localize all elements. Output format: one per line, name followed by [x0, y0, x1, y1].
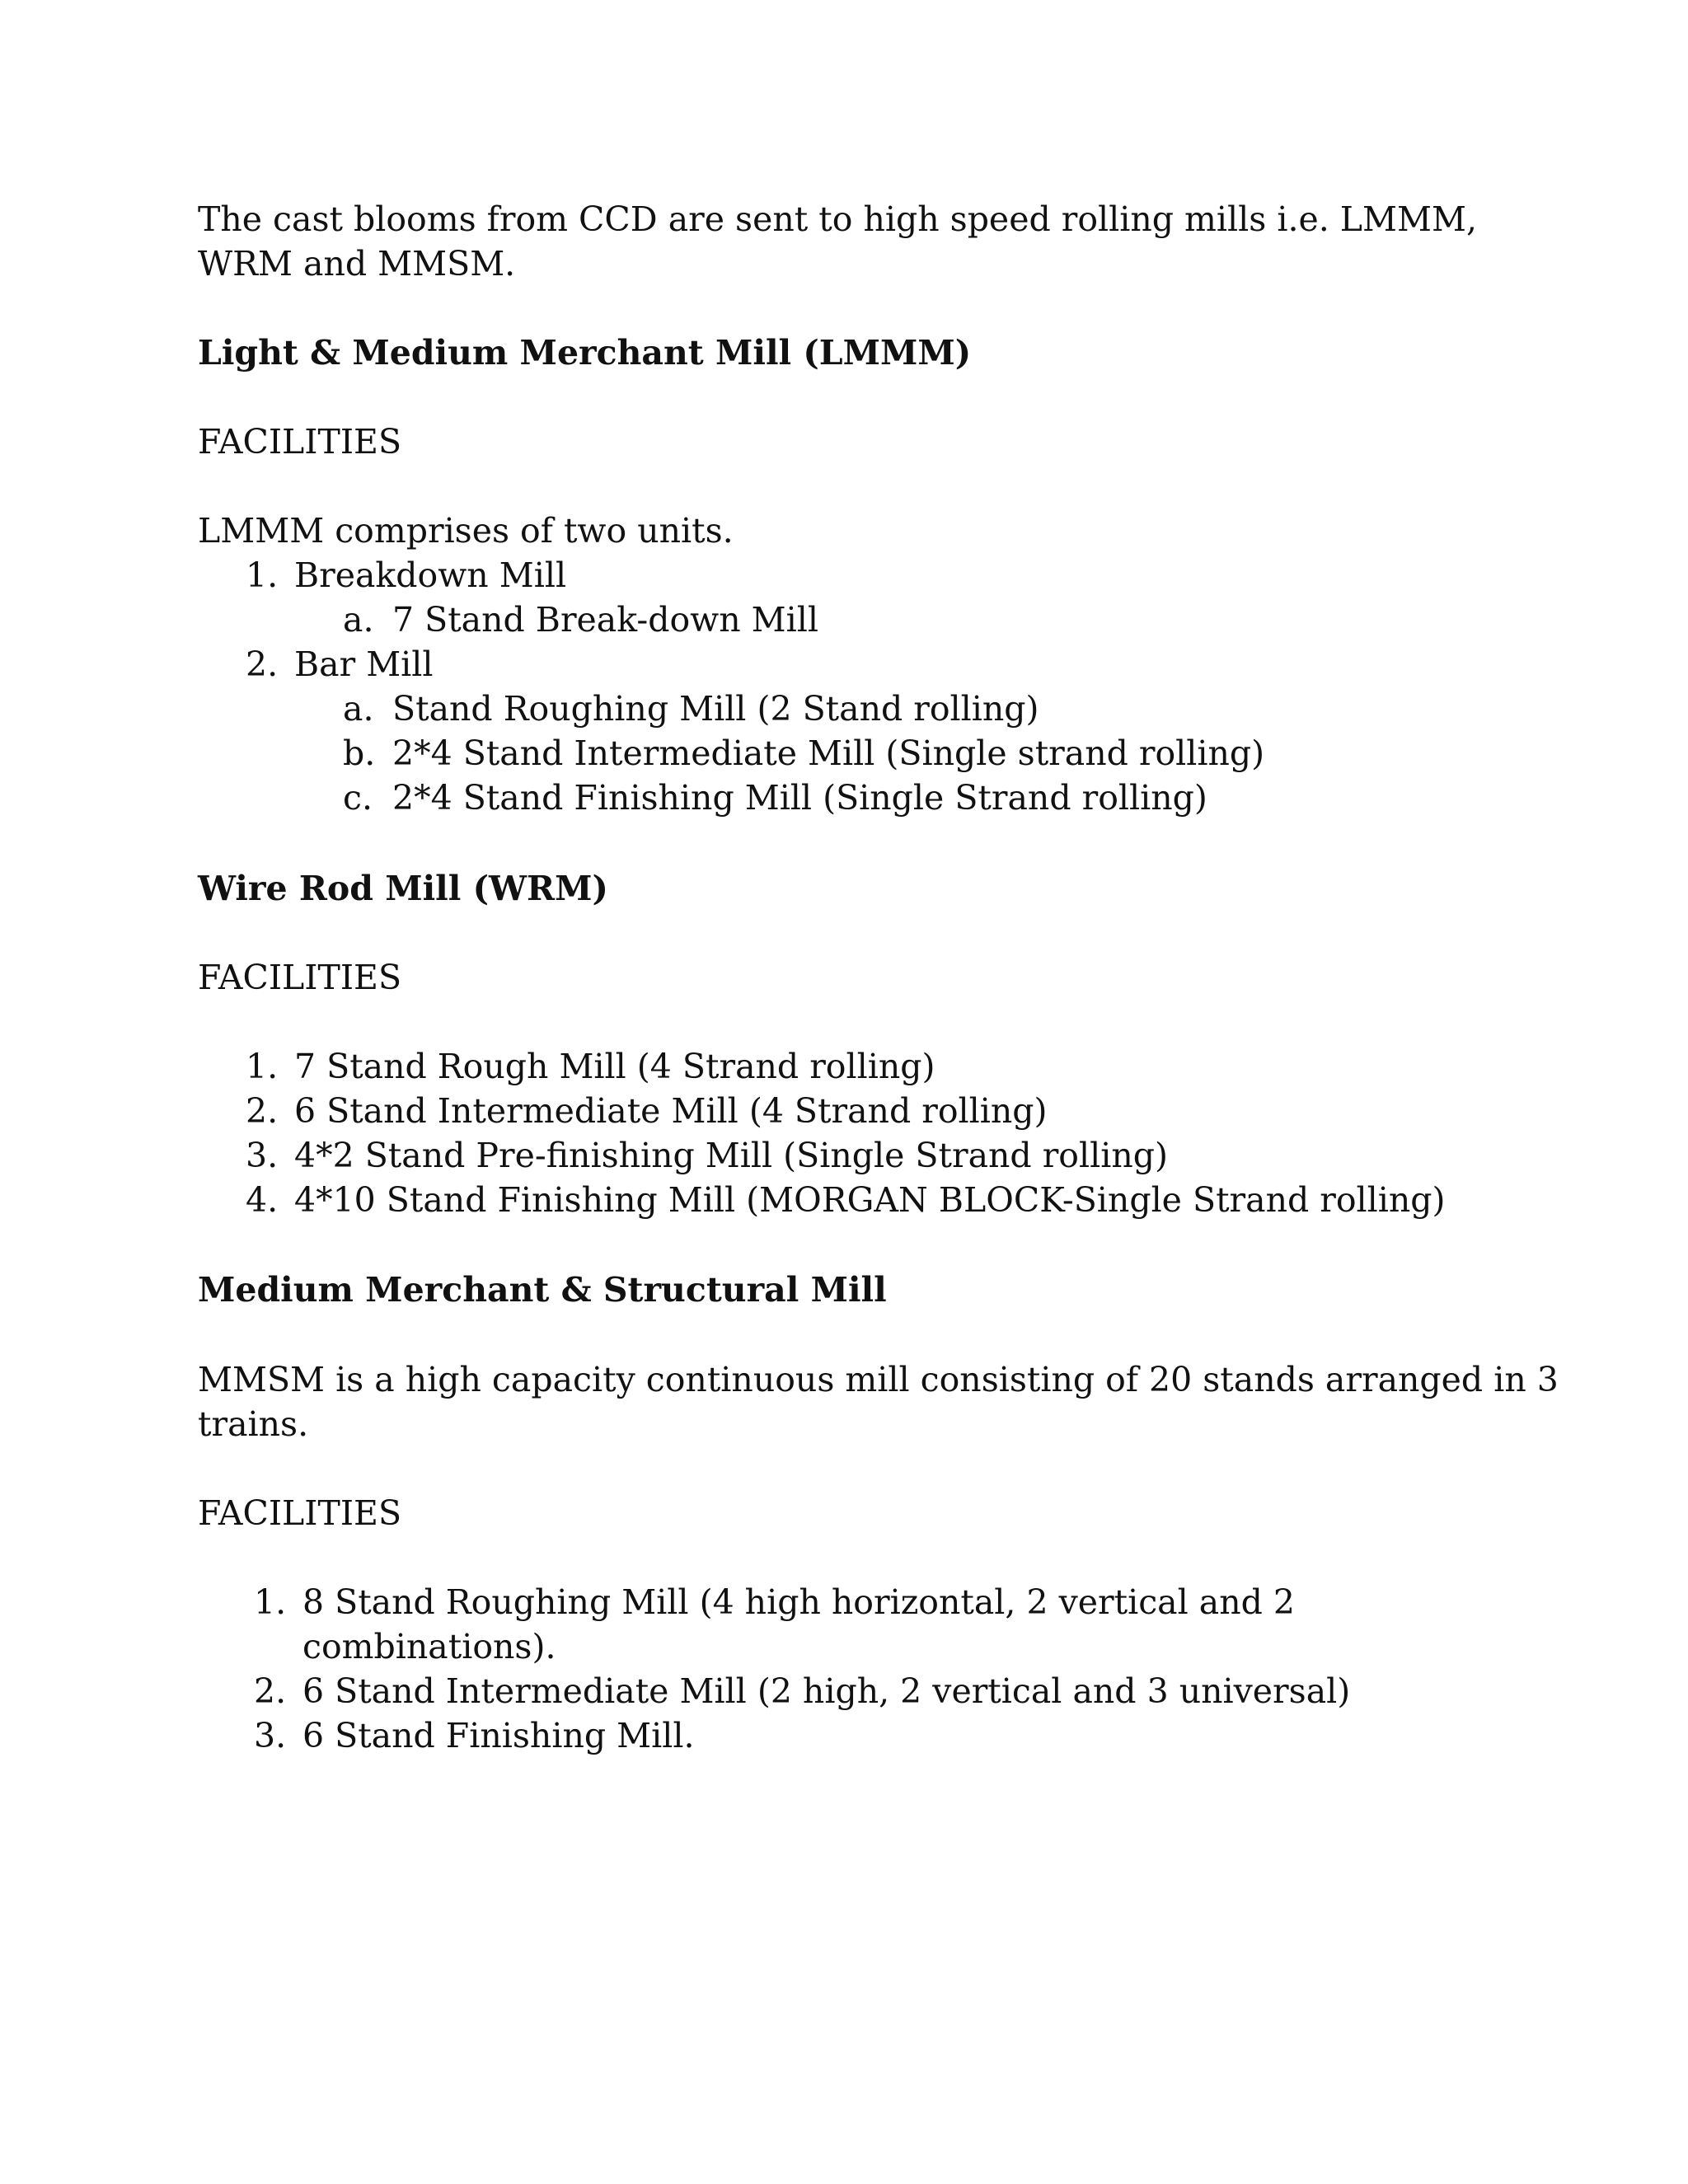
- list-marker: 3.: [246, 1136, 279, 1175]
- sublist-marker: a.: [343, 689, 374, 729]
- sublist-marker: a.: [343, 600, 374, 640]
- intro-line-1: The cast blooms from CCD are sent to high speed rolling mills i.e. LMMM,: [198, 199, 1478, 239]
- sublist-item: 2*4 Stand Intermediate Mill (Single strand rolling): [392, 733, 1265, 773]
- sublist-item: 2*4 Stand Finishing Mill (Single Strand rolling): [392, 778, 1207, 818]
- mmsm-heading: Medium Merchant & Structural Mill: [198, 1270, 887, 1310]
- list-item-line-1: 8 Stand Roughing Mill (4 high horizontal, 2 vertical and 2: [302, 1582, 1295, 1622]
- wrm-heading: Wire Rod Mill (WRM): [198, 869, 608, 908]
- lmmm-facilities-label: FACILITIES: [198, 422, 402, 462]
- list-item: 6 Stand Finishing Mill.: [302, 1716, 695, 1755]
- sublist-item: 7 Stand Break-down Mill: [392, 600, 819, 640]
- list-item-line-2: combinations).: [302, 1627, 556, 1666]
- list-marker: 2.: [246, 644, 279, 684]
- list-item: Bar Mill: [294, 644, 434, 684]
- sublist-item: Stand Roughing Mill (2 Stand rolling): [392, 689, 1039, 729]
- list-marker: 4.: [246, 1180, 279, 1220]
- sublist-marker: b.: [343, 733, 376, 773]
- sublist-marker: c.: [343, 778, 373, 818]
- list-marker: 2.: [254, 1671, 287, 1711]
- wrm-facilities-label: FACILITIES: [198, 958, 402, 997]
- lmmm-intro: LMMM comprises of two units.: [198, 511, 734, 551]
- list-item: 6 Stand Intermediate Mill (2 high, 2 vertical and 3 universal): [302, 1671, 1351, 1711]
- list-marker: 1.: [246, 1047, 279, 1086]
- list-item: 4*10 Stand Finishing Mill (MORGAN BLOCK-Single Strand rolling): [294, 1180, 1446, 1220]
- mmsm-facilities-label: FACILITIES: [198, 1493, 402, 1533]
- mmsm-desc-line-1: MMSM is a high capacity continuous mill consisting of 20 stands arranged in 3: [198, 1360, 1559, 1399]
- list-item: 4*2 Stand Pre-finishing Mill (Single Strand rolling): [294, 1136, 1168, 1175]
- list-marker: 3.: [254, 1716, 287, 1755]
- list-item: 6 Stand Intermediate Mill (4 Strand rolling): [294, 1091, 1048, 1131]
- lmmm-heading: Light & Medium Merchant Mill (LMMM): [198, 333, 972, 373]
- intro-line-2: WRM and MMSM.: [198, 244, 516, 284]
- list-marker: 1.: [246, 555, 279, 595]
- mmsm-desc-line-2: trains.: [198, 1404, 309, 1444]
- list-item: 7 Stand Rough Mill (4 Strand rolling): [294, 1047, 935, 1086]
- list-marker: 1.: [254, 1582, 287, 1622]
- list-item: Breakdown Mill: [294, 555, 567, 595]
- list-marker: 2.: [246, 1091, 279, 1131]
